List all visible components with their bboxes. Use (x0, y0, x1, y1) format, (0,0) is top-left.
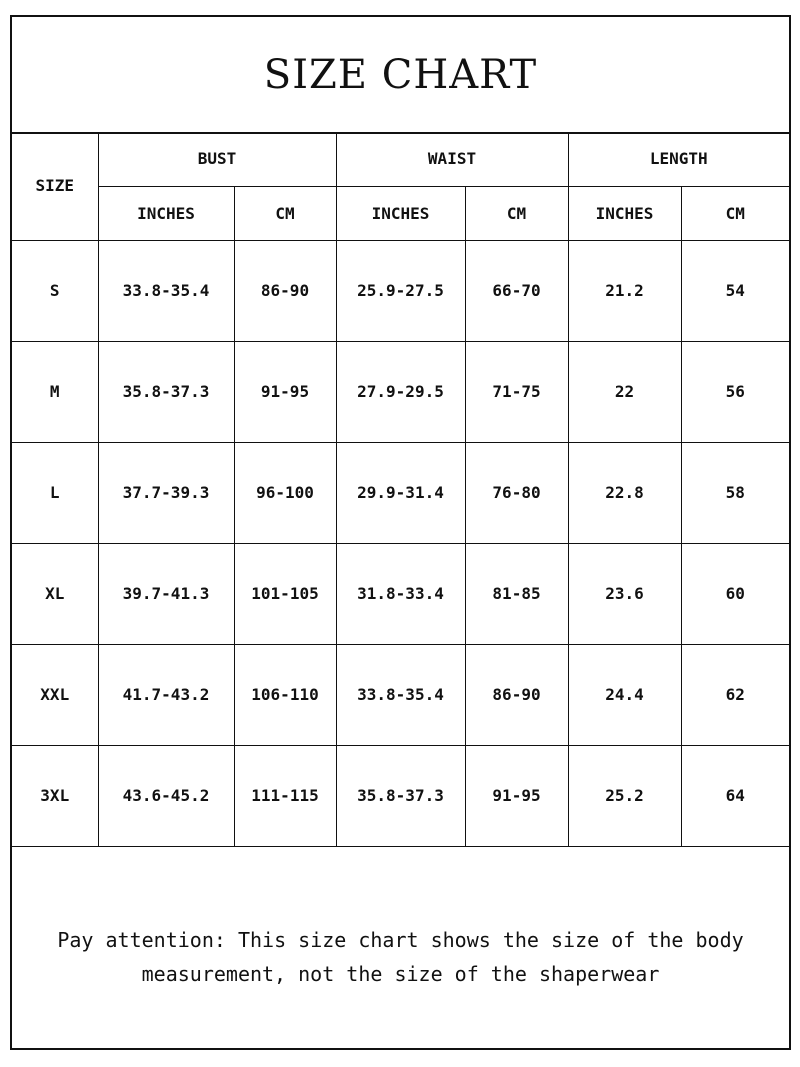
table-cell: 37.7-39.3 (98, 442, 234, 543)
table-cell: 22.8 (568, 442, 681, 543)
table-cell: 35.8-37.3 (336, 745, 465, 846)
table-cell: 91-95 (234, 341, 336, 442)
table-cell: 58 (681, 442, 789, 543)
unit-header: INCHES (336, 186, 465, 240)
table-cell: 62 (681, 644, 789, 745)
table-row (12, 442, 789, 543)
page-title: SIZE CHART (263, 51, 538, 98)
unit-header: CM (681, 186, 789, 240)
table-cell: 21.2 (568, 240, 681, 341)
unit-header: CM (465, 186, 568, 240)
table-row (12, 644, 789, 745)
size-label: M (12, 341, 98, 442)
table-cell: 96-100 (234, 442, 336, 543)
table-cell: 56 (681, 341, 789, 442)
note-line-2: measurement, not the size of the shaperwear (141, 962, 660, 986)
size-label: XL (12, 543, 98, 644)
size-table (12, 132, 789, 847)
table-cell: 29.9-31.4 (336, 442, 465, 543)
group-header-length: LENGTH (568, 132, 789, 186)
group-header-bust: BUST (98, 132, 336, 186)
table-cell: 106-110 (234, 644, 336, 745)
group-header-waist: WAIST (336, 132, 568, 186)
table-cell: 25.2 (568, 745, 681, 846)
unit-header: INCHES (568, 186, 681, 240)
table-cell: 86-90 (465, 644, 568, 745)
table-cell: 60 (681, 543, 789, 644)
table-cell: 33.8-35.4 (98, 240, 234, 341)
table-cell: 111-115 (234, 745, 336, 846)
table-cell: 86-90 (234, 240, 336, 341)
size-label: 3XL (12, 745, 98, 846)
table-cell: 54 (681, 240, 789, 341)
title-box (12, 17, 789, 134)
table-row (12, 341, 789, 442)
unit-header: CM (234, 186, 336, 240)
table-cell: 81-85 (465, 543, 568, 644)
size-label: L (12, 442, 98, 543)
table-row (12, 543, 789, 644)
note-box (12, 923, 789, 991)
table-cell: 76-80 (465, 442, 568, 543)
table-row (12, 745, 789, 846)
table-cell: 41.7-43.2 (98, 644, 234, 745)
header-row-units (12, 186, 789, 240)
table-cell: 33.8-35.4 (336, 644, 465, 745)
table-cell: 91-95 (465, 745, 568, 846)
table-cell: 24.4 (568, 644, 681, 745)
table-cell: 23.6 (568, 543, 681, 644)
table-row (12, 240, 789, 341)
size-label: XXL (12, 644, 98, 745)
table-cell: 43.6-45.2 (98, 745, 234, 846)
note-line-1: Pay attention: This size chart shows the size of the body (57, 928, 744, 952)
table-cell: 64 (681, 745, 789, 846)
table-cell: 22 (568, 341, 681, 442)
unit-header: INCHES (98, 186, 234, 240)
header-row-groups (12, 132, 789, 186)
size-column-header: SIZE (12, 132, 98, 240)
table-cell: 39.7-41.3 (98, 543, 234, 644)
size-label: S (12, 240, 98, 341)
table-cell: 35.8-37.3 (98, 341, 234, 442)
size-chart-frame (10, 15, 791, 1050)
table-cell: 66-70 (465, 240, 568, 341)
table-cell: 71-75 (465, 341, 568, 442)
table-cell: 27.9-29.5 (336, 341, 465, 442)
table-cell: 25.9-27.5 (336, 240, 465, 341)
table-cell: 31.8-33.4 (336, 543, 465, 644)
table-cell: 101-105 (234, 543, 336, 644)
